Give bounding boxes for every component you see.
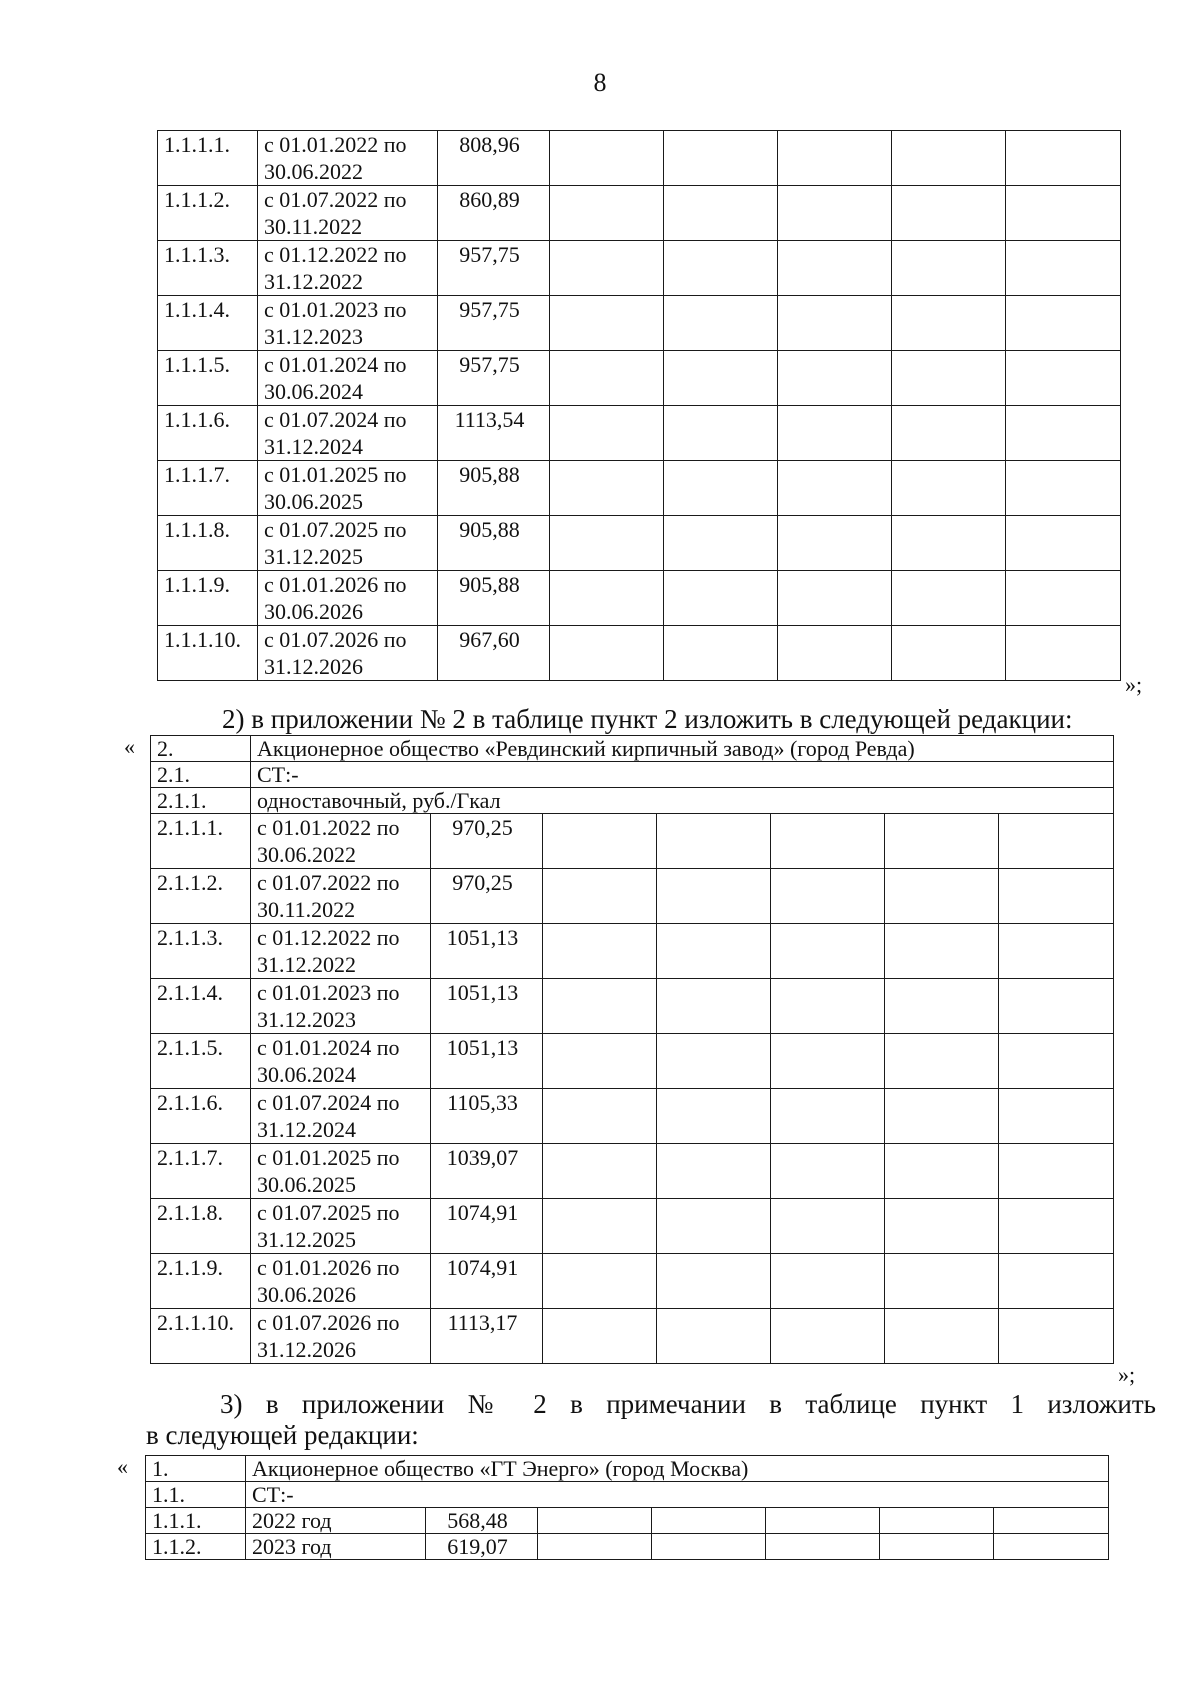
period-end: 31.12.2025 [257, 1227, 356, 1252]
cell-num: 2.1.1.7. [151, 1144, 251, 1199]
cell-num: 1.1.1.5. [158, 351, 258, 406]
cell-period [251, 814, 431, 869]
cell-empty [664, 461, 778, 516]
cell-org-name: Акционерное общество «ГТ Энерго» (город Москва) [246, 1456, 1109, 1482]
cell-empty [657, 1089, 771, 1144]
cell-value: 1074,91 [431, 1199, 543, 1254]
cell-empty [778, 351, 892, 406]
cell-empty [771, 924, 885, 979]
cell-value: 957,75 [438, 351, 550, 406]
cell-value: 1074,91 [431, 1254, 543, 1309]
table-row [151, 1144, 1114, 1199]
cell-empty [885, 814, 999, 869]
period-end: 30.06.2025 [257, 1172, 356, 1197]
cell-empty [880, 1508, 994, 1534]
cell-period [251, 869, 431, 924]
cell-empty [766, 1534, 880, 1560]
table-row [158, 186, 1121, 241]
period-start: с 01.07.2024 по [257, 1090, 400, 1115]
cell-value: 967,60 [438, 626, 550, 681]
cell-empty [778, 406, 892, 461]
cell-empty [1006, 186, 1121, 241]
cell-num: 1.1.1.1. [158, 131, 258, 186]
cell-num: 2.1.1. [151, 788, 251, 814]
cell-empty [657, 1309, 771, 1364]
cell-num: 2.1.1.9. [151, 1254, 251, 1309]
cell-empty [778, 131, 892, 186]
cell-period [251, 1199, 431, 1254]
period-start: с 01.01.2024 по [264, 352, 407, 377]
cell-period: 2022 год [246, 1508, 426, 1534]
period-end: 30.06.2026 [257, 1282, 356, 1307]
cell-empty [885, 979, 999, 1034]
paragraph-3-line-2: в следующей редакции: [146, 1420, 419, 1450]
cell-org-name: Акционерное общество «Ревдинский кирпичный завод» (город Ревда) [251, 736, 1114, 762]
cell-empty [664, 186, 778, 241]
tariff-table-1 [157, 130, 1121, 681]
cell-empty [771, 1254, 885, 1309]
cell-num: 1.1.1.7. [158, 461, 258, 516]
cell-num: 1.1.2. [146, 1534, 246, 1560]
table-row [151, 1089, 1114, 1144]
cell-value: 905,88 [438, 461, 550, 516]
cell-value: 808,96 [438, 131, 550, 186]
paragraph-3-line-1: 3) в приложении № 2 в примечании в таблице пункт 1 изложить [220, 1389, 1156, 1419]
period-start: с 01.01.2026 по [257, 1255, 400, 1280]
table-row [158, 296, 1121, 351]
cell-empty [999, 869, 1114, 924]
cell-empty [657, 869, 771, 924]
cell-empty [771, 1199, 885, 1254]
cell-empty [999, 979, 1114, 1034]
cell-empty [543, 1199, 657, 1254]
cell-num: 1.1.1.10. [158, 626, 258, 681]
cell-value: 1105,33 [431, 1089, 543, 1144]
cell-empty [885, 869, 999, 924]
table-row [158, 406, 1121, 461]
cell-empty [778, 296, 892, 351]
cell-empty [664, 571, 778, 626]
table-1-close-quote: »; [1125, 672, 1143, 697]
cell-empty [880, 1534, 994, 1560]
period-start: с 01.01.2023 по [257, 980, 400, 1005]
cell-empty [999, 1254, 1114, 1309]
cell-empty [657, 924, 771, 979]
period-start: с 01.01.2022 по [257, 815, 400, 840]
period-end: 31.12.2025 [264, 544, 363, 569]
cell-empty [885, 1144, 999, 1199]
cell-empty [1006, 406, 1121, 461]
cell-value: 905,88 [438, 516, 550, 571]
cell-value: 1051,13 [431, 1034, 543, 1089]
period-end: 30.06.2026 [264, 599, 363, 624]
cell-empty [657, 1144, 771, 1199]
cell-period [251, 1254, 431, 1309]
cell-empty [1006, 131, 1121, 186]
period-end: 31.12.2026 [264, 654, 363, 679]
cell-period [251, 1034, 431, 1089]
cell-empty [664, 516, 778, 571]
table-row [151, 924, 1114, 979]
cell-empty [778, 571, 892, 626]
cell-num: 2.1.1.5. [151, 1034, 251, 1089]
table-row [158, 571, 1121, 626]
cell-empty [999, 1309, 1114, 1364]
cell-empty [771, 1034, 885, 1089]
cell-empty [892, 516, 1006, 571]
cell-empty [771, 1144, 885, 1199]
cell-num: 2.1. [151, 762, 251, 788]
cell-empty [538, 1508, 652, 1534]
table-row [151, 1254, 1114, 1309]
cell-empty [550, 186, 664, 241]
tariff-table-2 [150, 735, 1114, 1364]
table-row [151, 814, 1114, 869]
cell-empty [550, 296, 664, 351]
cell-system-label: СТ:- [251, 762, 1114, 788]
table-row [158, 351, 1121, 406]
cell-num: 1.1.1.6. [158, 406, 258, 461]
cell-value: 1051,13 [431, 979, 543, 1034]
cell-empty [550, 626, 664, 681]
cell-value: 1113,17 [431, 1309, 543, 1364]
period-end: 30.06.2022 [257, 842, 356, 867]
cell-empty [657, 1034, 771, 1089]
cell-system-label: СТ:- [246, 1482, 1109, 1508]
period-end: 30.06.2025 [264, 489, 363, 514]
cell-empty [550, 571, 664, 626]
period-end: 31.12.2022 [257, 952, 356, 977]
cell-period [251, 924, 431, 979]
cell-empty [664, 406, 778, 461]
cell-empty [994, 1508, 1109, 1534]
cell-tariff-type: одноставочный, руб./Гкал [251, 788, 1114, 814]
table-row [151, 869, 1114, 924]
cell-num: 2.1.1.2. [151, 869, 251, 924]
cell-empty [543, 1144, 657, 1199]
cell-value: 957,75 [438, 241, 550, 296]
period-end: 30.06.2024 [257, 1062, 356, 1087]
cell-empty [778, 186, 892, 241]
period-end: 30.06.2022 [264, 159, 363, 184]
cell-empty [652, 1508, 766, 1534]
tariff-table-3 [145, 1455, 1109, 1560]
cell-empty [543, 1309, 657, 1364]
cell-empty [543, 1089, 657, 1144]
cell-empty [892, 461, 1006, 516]
cell-empty [543, 814, 657, 869]
cell-value: 970,25 [431, 869, 543, 924]
cell-empty [1006, 351, 1121, 406]
cell-empty [778, 241, 892, 296]
table-row [151, 1309, 1114, 1364]
cell-empty [550, 131, 664, 186]
table-2-subheader-row [151, 762, 1114, 788]
cell-num: 2.1.1.1. [151, 814, 251, 869]
cell-empty [771, 1089, 885, 1144]
cell-period [251, 1309, 431, 1364]
cell-empty [771, 1309, 885, 1364]
table-2-subheader-row [151, 788, 1114, 814]
cell-empty [778, 626, 892, 681]
cell-empty [543, 869, 657, 924]
cell-empty [885, 1254, 999, 1309]
period-start: с 01.07.2022 по [264, 187, 407, 212]
period-start: с 01.12.2022 по [264, 242, 407, 267]
cell-empty [1006, 241, 1121, 296]
cell-empty [550, 461, 664, 516]
cell-empty [892, 571, 1006, 626]
cell-period [258, 131, 438, 186]
cell-period [251, 979, 431, 1034]
cell-empty [543, 1034, 657, 1089]
cell-empty [664, 241, 778, 296]
cell-num: 1.1.1.4. [158, 296, 258, 351]
cell-empty [892, 406, 1006, 461]
cell-num: 1. [146, 1456, 246, 1482]
period-start: с 01.07.2024 по [264, 407, 407, 432]
cell-empty [657, 979, 771, 1034]
paragraph-2: 2) в приложении № 2 в таблице пункт 2 изложить в следующей редакции: [222, 704, 1073, 734]
cell-empty [664, 131, 778, 186]
cell-empty [1006, 516, 1121, 571]
table-row [151, 979, 1114, 1034]
table-row [158, 131, 1121, 186]
cell-empty [885, 924, 999, 979]
cell-value: 1039,07 [431, 1144, 543, 1199]
cell-num: 1.1.1.8. [158, 516, 258, 571]
cell-value: 905,88 [438, 571, 550, 626]
period-start: с 01.12.2022 по [257, 925, 400, 950]
cell-empty [885, 1034, 999, 1089]
period-start: с 01.01.2025 по [257, 1145, 400, 1170]
cell-empty [550, 516, 664, 571]
period-start: с 01.01.2026 по [264, 572, 407, 597]
cell-empty [664, 296, 778, 351]
cell-value: 1113,54 [438, 406, 550, 461]
cell-empty [771, 814, 885, 869]
cell-num: 2.1.1.10. [151, 1309, 251, 1364]
table-row [158, 461, 1121, 516]
cell-empty [771, 979, 885, 1034]
cell-period [258, 626, 438, 681]
cell-period [258, 571, 438, 626]
cell-empty [543, 979, 657, 1034]
table-row [151, 1199, 1114, 1254]
cell-empty [543, 924, 657, 979]
cell-empty [657, 814, 771, 869]
cell-empty [999, 814, 1114, 869]
table-2-close-quote: »; [1118, 1362, 1136, 1387]
cell-empty [543, 1254, 657, 1309]
cell-num: 2. [151, 736, 251, 762]
period-end: 30.11.2022 [257, 897, 356, 922]
cell-empty [657, 1254, 771, 1309]
period-start: с 01.01.2023 по [264, 297, 407, 322]
cell-num: 2.1.1.4. [151, 979, 251, 1034]
cell-num: 1.1.1.9. [158, 571, 258, 626]
cell-empty [1006, 571, 1121, 626]
cell-empty [999, 1144, 1114, 1199]
cell-period [258, 516, 438, 571]
period-start: с 01.01.2025 по [264, 462, 407, 487]
cell-empty [538, 1534, 652, 1560]
cell-num: 2.1.1.8. [151, 1199, 251, 1254]
cell-value: 568,48 [426, 1508, 538, 1534]
cell-empty [892, 186, 1006, 241]
cell-value: 1051,13 [431, 924, 543, 979]
cell-empty [892, 351, 1006, 406]
cell-value: 970,25 [431, 814, 543, 869]
period-end: 31.12.2024 [257, 1117, 356, 1142]
table-row [151, 1034, 1114, 1089]
cell-period [258, 406, 438, 461]
cell-empty [892, 626, 1006, 681]
cell-empty [550, 406, 664, 461]
cell-empty [999, 924, 1114, 979]
cell-empty [550, 241, 664, 296]
cell-empty [885, 1309, 999, 1364]
cell-empty [664, 626, 778, 681]
period-start: с 01.07.2022 по [257, 870, 400, 895]
cell-period [258, 461, 438, 516]
table-row [158, 626, 1121, 681]
cell-empty [778, 516, 892, 571]
period-end: 31.12.2026 [257, 1337, 356, 1362]
cell-empty [994, 1534, 1109, 1560]
cell-empty [892, 131, 1006, 186]
cell-num: 2.1.1.6. [151, 1089, 251, 1144]
cell-period [258, 186, 438, 241]
cell-value: 860,89 [438, 186, 550, 241]
cell-period [258, 241, 438, 296]
period-end: 31.12.2023 [257, 1007, 356, 1032]
table-2-header-row [151, 736, 1114, 762]
table-row [158, 516, 1121, 571]
page-number: 8 [593, 68, 607, 97]
cell-empty [892, 296, 1006, 351]
cell-empty [1006, 296, 1121, 351]
table-3-subheader-row [146, 1482, 1109, 1508]
cell-num: 2.1.1.3. [151, 924, 251, 979]
table-row [146, 1534, 1109, 1560]
cell-value: 957,75 [438, 296, 550, 351]
cell-empty [1006, 626, 1121, 681]
cell-empty [657, 1199, 771, 1254]
period-start: с 01.07.2026 по [257, 1310, 400, 1335]
period-start: с 01.01.2024 по [257, 1035, 400, 1060]
period-end: 31.12.2022 [264, 269, 363, 294]
cell-num: 1.1.1.3. [158, 241, 258, 296]
cell-num: 1.1.1.2. [158, 186, 258, 241]
period-start: с 01.01.2022 по [264, 132, 407, 157]
table-3-open-quote: « [117, 1454, 128, 1479]
cell-empty [550, 351, 664, 406]
table-row [158, 241, 1121, 296]
period-end: 31.12.2023 [264, 324, 363, 349]
cell-num: 1.1. [146, 1482, 246, 1508]
cell-num: 1.1.1. [146, 1508, 246, 1534]
period-start: с 01.07.2026 по [264, 627, 407, 652]
table-3-header-row [146, 1456, 1109, 1482]
cell-empty [999, 1034, 1114, 1089]
table-2-open-quote: « [124, 734, 135, 759]
cell-empty [652, 1534, 766, 1560]
cell-empty [999, 1199, 1114, 1254]
cell-empty [766, 1508, 880, 1534]
cell-period: 2023 год [246, 1534, 426, 1560]
cell-value: 619,07 [426, 1534, 538, 1560]
cell-period [251, 1144, 431, 1199]
period-end: 30.06.2024 [264, 379, 363, 404]
period-end: 30.11.2022 [264, 214, 363, 239]
cell-empty [892, 241, 1006, 296]
period-start: с 01.07.2025 по [264, 517, 407, 542]
cell-empty [999, 1089, 1114, 1144]
period-end: 31.12.2024 [264, 434, 363, 459]
cell-period [258, 351, 438, 406]
cell-empty [885, 1199, 999, 1254]
period-start: с 01.07.2025 по [257, 1200, 400, 1225]
cell-empty [885, 1089, 999, 1144]
cell-empty [664, 351, 778, 406]
cell-empty [778, 461, 892, 516]
cell-period [258, 296, 438, 351]
cell-empty [1006, 461, 1121, 516]
cell-empty [771, 869, 885, 924]
cell-period [251, 1089, 431, 1144]
table-row [146, 1508, 1109, 1534]
